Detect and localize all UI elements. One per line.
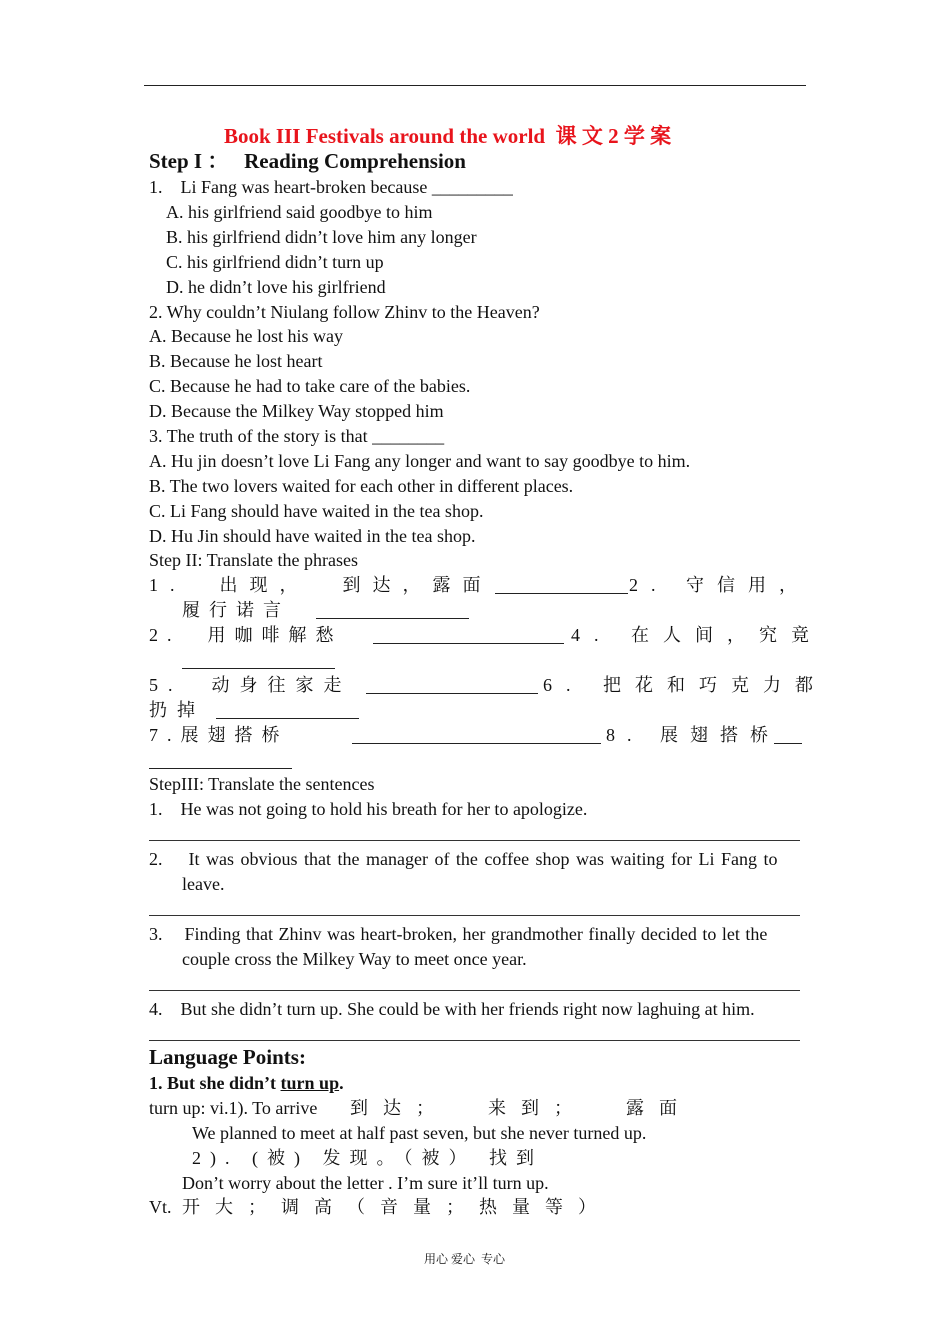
sentence-3-cont: couple cross the Milkey Way to meet once year. bbox=[182, 949, 527, 969]
point-1-phrase: turn up bbox=[280, 1073, 340, 1093]
q2-stem: 2. Why couldn’t Niulang follow Zhinv to the Heaven? bbox=[149, 302, 540, 322]
phrase-5: 5. 动身往家走 bbox=[149, 675, 352, 695]
phrase-6-cont: 扔掉 bbox=[149, 700, 205, 720]
language-points-heading: Language Points: bbox=[149, 1045, 306, 1069]
answer-blank[interactable] bbox=[182, 652, 335, 669]
document-title: Book III Festivals around the world 课 文 2 学 案 bbox=[224, 124, 672, 148]
sentence-4: 4. But she didn’t turn up. She could be with her friends right now laghuing at him. bbox=[149, 999, 755, 1019]
point-1 bbox=[149, 1071, 344, 1095]
footer-text: 用心 爱心 专心 bbox=[424, 1252, 506, 1266]
phrase-6: 6. 把花和巧克力都 bbox=[543, 675, 827, 695]
phrase-4: 4. 在人间，究竟 bbox=[571, 625, 823, 645]
answer-blank[interactable] bbox=[149, 752, 292, 769]
phrase-1: 1. 出现， 到达，露面 bbox=[149, 575, 493, 595]
q1-option: D. he didn’t love his girlfriend bbox=[166, 277, 386, 297]
answer-blank[interactable] bbox=[774, 727, 802, 744]
q3-stem: 3. The truth of the story is that ________ bbox=[149, 426, 445, 446]
q3-option: A. Hu jin doesn’t love Li Fang any longer and want to say goodbye to him. bbox=[149, 451, 691, 471]
q2-option: A. Because he lost his way bbox=[149, 326, 343, 346]
answer-line[interactable] bbox=[149, 990, 800, 991]
answer-line[interactable] bbox=[149, 840, 800, 841]
answer-blank[interactable] bbox=[352, 727, 601, 744]
vt-definition: 开大；调高（音量；热量等） bbox=[182, 1197, 611, 1217]
header-rule bbox=[144, 85, 806, 86]
vt-label: Vt. bbox=[149, 1197, 172, 1217]
answer-blank[interactable] bbox=[495, 577, 628, 594]
answer-blank[interactable] bbox=[366, 677, 538, 694]
definition-2: 2). (被) 发现。（被） 找到 bbox=[192, 1148, 543, 1168]
sentence-2-cont: leave. bbox=[182, 874, 225, 894]
answer-blank[interactable] bbox=[216, 702, 359, 719]
definition-1-cn: 到达； 来到； 露面 bbox=[350, 1098, 692, 1118]
point-1-suffix: . bbox=[339, 1073, 344, 1093]
answer-line[interactable] bbox=[149, 915, 800, 916]
answer-blank[interactable] bbox=[373, 627, 564, 644]
sentence-1: 1. He was not going to hold his breath for her to apologize. bbox=[149, 799, 588, 819]
phrase-2-cont: 履行诺言 bbox=[182, 600, 290, 620]
q1-option: C. his girlfriend didn’t turn up bbox=[166, 252, 384, 272]
example-2: Don’t worry about the letter . I’m sure it’ll turn up. bbox=[182, 1173, 549, 1193]
q2-option: C. Because he had to take care of the babies. bbox=[149, 376, 471, 396]
point-1-prefix: 1. But she didn’t bbox=[149, 1073, 281, 1093]
example-1: We planned to meet at half past seven, but she never turned up. bbox=[192, 1123, 647, 1143]
q3-option: C. Li Fang should have waited in the tea shop. bbox=[149, 501, 484, 521]
q1-option: A. his girlfriend said goodbye to him bbox=[166, 202, 433, 222]
q1-option: B. his girlfriend didn’t love him any longer bbox=[166, 227, 477, 247]
phrase-2: 2. 守信用， bbox=[629, 575, 810, 595]
q2-option: B. Because he lost heart bbox=[149, 351, 323, 371]
q3-option: D. Hu Jin should have waited in the tea shop. bbox=[149, 526, 476, 546]
phrase-7: 7.展翅搭桥 bbox=[149, 725, 289, 745]
q1-stem: 1. Li Fang was heart-broken because _________ bbox=[149, 177, 513, 197]
definition-1: turn up: vi.1). To arrive bbox=[149, 1098, 318, 1118]
step3-heading: StepIII: Translate the sentences bbox=[149, 774, 375, 794]
step2-heading: Step II: Translate the phrases bbox=[149, 550, 358, 570]
phrase-8: 8. 展翅搭桥 bbox=[606, 725, 780, 745]
sentence-3: 3. Finding that Zhinv was heart-broken, her grandmother finally decided to let the bbox=[149, 924, 768, 944]
answer-blank[interactable] bbox=[316, 602, 469, 619]
step1-heading: Step I ： Reading Comprehension bbox=[149, 149, 466, 173]
answer-line[interactable] bbox=[149, 1040, 800, 1041]
phrase-3: 2. 用咖啡解愁 bbox=[149, 625, 343, 645]
sentence-2: 2. It was obvious that the manager of the coffee shop was waiting for Li Fang to bbox=[149, 849, 778, 869]
q2-option: D. Because the Milkey Way stopped him bbox=[149, 401, 444, 421]
q3-option: B. The two lovers waited for each other in different places. bbox=[149, 476, 574, 496]
